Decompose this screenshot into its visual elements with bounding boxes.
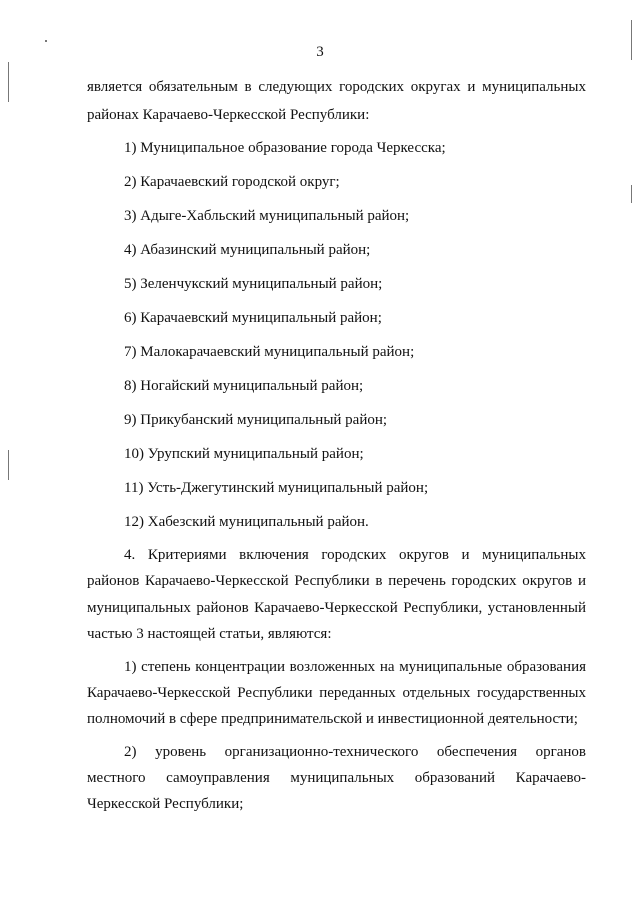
list-item: 8) Ногайский муниципальный район;	[124, 378, 364, 394]
scan-artifact	[631, 185, 632, 203]
scan-artifact	[8, 62, 9, 102]
section-4-line: муниципальных районов Карачаево-Черкесской Республики, установленный	[87, 600, 586, 616]
list-item: 1) Муниципальное образование города Черкесска;	[124, 140, 446, 156]
list-item: 3) Адыге-Хабльский муниципальный район;	[124, 208, 410, 224]
criterion-2-line: Черкесской Республики;	[87, 796, 244, 812]
scan-artifact	[8, 450, 9, 480]
intro-line: районах Карачаево-Черкесской Республики:	[87, 107, 370, 123]
list-item: 7) Малокарачаевский муниципальный район;	[124, 344, 415, 360]
scan-artifact	[45, 40, 47, 42]
criterion-2-line: 2) уровень организационно-технического обеспечения органов	[124, 744, 586, 760]
list-item: 10) Урупский муниципальный район;	[124, 446, 364, 462]
section-4-line: районов Карачаево-Черкесской Республики в перечень городских округов и	[87, 573, 586, 589]
section-4-line: частью 3 настоящей статьи, являются:	[87, 626, 332, 642]
list-item: 4) Абазинский муниципальный район;	[124, 242, 371, 258]
list-item: 5) Зеленчукский муниципальный район;	[124, 276, 383, 292]
list-item: 6) Карачаевский муниципальный район;	[124, 310, 382, 326]
criterion-1-line: 1) степень концентрации возложенных на муниципальные образования	[124, 659, 586, 675]
list-item: 9) Прикубанский муниципальный район;	[124, 412, 388, 428]
list-item: 2) Карачаевский городской округ;	[124, 174, 340, 190]
intro-line: является обязательным в следующих городских округах и муниципальных	[87, 79, 586, 95]
page-number: 3	[316, 44, 324, 60]
criterion-1-line: Карачаево-Черкесской Республики переданных отдельных государственных	[87, 685, 586, 701]
section-4-line: 4. Критериями включения городских округов и муниципальных	[124, 547, 586, 563]
list-item: 12) Хабезский муниципальный район.	[124, 514, 369, 530]
criterion-2-line: местного самоуправления муниципальных образований Карачаево-	[87, 770, 586, 786]
criterion-1-line: полномочий в сфере предпринимательской и инвестиционной деятельности;	[87, 711, 578, 727]
list-item: 11) Усть-Джегутинский муниципальный район;	[124, 480, 429, 496]
